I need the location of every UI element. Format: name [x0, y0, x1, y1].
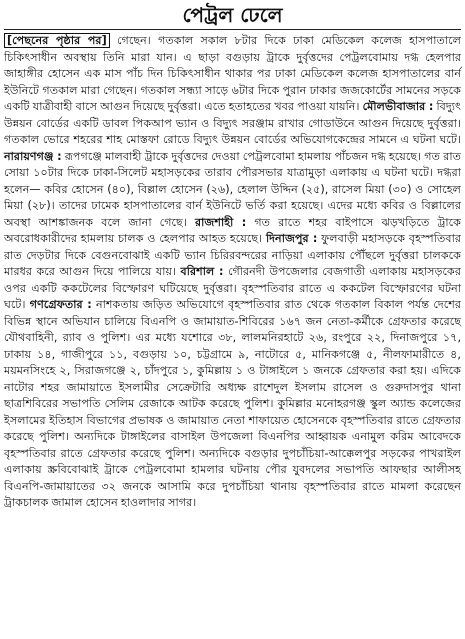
article-body: [4, 33, 461, 512]
location-tag-moulvibazar: মৌলভীবাজার :: [362, 100, 434, 113]
article-paragraph: [4, 33, 461, 512]
section-tag-mass-arrest: গণগ্রেফতার :: [29, 298, 92, 311]
continued-label: [পেছনের পৃষ্ঠার পর]: [4, 33, 110, 48]
text-segment: বিদ্যুৎ উন্নয়ন বোর্ডের একটি ডাবল পিকআপ ভ্যান ও বিদ্যুৎ সরঞ্জাম রাখার গোডাউনে আগুন দিয়েছে দুর্বৃত্তরা। গতকাল ভোরে শহরের শাহ মোস্তফা রোডে বিদ্যুৎ উন্নয়ন বোর্ডের অভিযোগকেন্দ্রের সামনে এ ঘটনা ঘটে।: [4, 100, 461, 146]
text-segment: ফুলবাড়ী মহাসড়কে বৃহস্পতিবার রাত দেড়টার দিকে বেগুনবোঝাই একটি ভ্যান চিরিরবন্দরের নাড়িয়া এলাকায় পৌঁছলে দুর্বৃত্তরা চালককে মারধর করে আগুন দিয়ে পালিয়ে যায়।: [4, 232, 461, 278]
text-segment: গৌরনদী উপজেলার বেজগাতী এলাকায় মহাসড়কের ওপর একটি ককটেলের বিস্ফোরণ ঘটিয়েছে দুর্বৃত্তরা। বৃহস্পতিবার রাতে এ ককটেল বিস্ফোরণের ঘটনা ঘটে।: [4, 265, 462, 311]
location-tag-narayanganj: নারায়ণগঞ্জ :: [4, 149, 62, 163]
text-segment: গত রাতে শহর বাইপাসে ঝড়খড়িতে ট্রাকে অবরোধকারীদের হামলায় চালক ও হেলপার আহত হয়েছে।: [4, 215, 461, 245]
text-segment: গেছেন। গতকাল সকাল ৮টার দিকে ঢাকা মেডিকেল কলেজ হাসপাতালে চিকিৎসাধীন অবস্থায় তিনি মারা যান। এ ছাড়া বগুড়ায় ট্রাকে দুর্বৃত্তদের পেট্রলবোমায় দগ্ধ হেলপার জাহাঙ্গীর হোসেন এক মাস পাঁচ দিন চিকিৎসাধীন থাকার পর ঢাকা মেডিকেল কলেজ হাসপাতালের বার্ন ইউনিটে গতকাল মারা গেছেন। গতকাল সন্ধ্যা সাড়ে ৬টার দিকে পুরান ঢাকার জজকোর্টের সামনের সড়কে একটি যাত্রীবাহী বাসে আগুন দিয়েছে দুর্বৃত্তরা। এতে হতাহতের খবর পাওয়া যায়নি।: [4, 34, 462, 113]
text-segment: রূপগঞ্জে মালবাহী ট্রাকে দুর্বৃত্তদের দেওয়া পেট্রলবোমা হামলায় পাঁচজন দগ্ধ হয়েছে। গত রাত সোয়া ১০টার দিকে ঢাকা-সিলেট মহাসড়কের তারাব পৌরসভার যাত্রামুড়া এলাকায় এ ঘটনা ঘটে। দগ্ধরা হলেন— কবির হোসেন (৪০), বিল্লাল হোসেন (২৬), হেলাল উদ্দিন (২৫), রাসেল মিয়া (৩০) ও সোহেল মিয়া (২৮)। তাদের ঢামেক হাসপাতালের বার্ন ইউনিটে ভর্তি করা হয়েছে। এদের মধ্যে কবির ও বিল্লালের অবস্থা আশঙ্কাজনক বলে জানা গেছে।: [4, 149, 461, 229]
text-segment: নাশকতায় জড়িত অভিযোগে বৃহস্পতিবার রাত থেকে গতকাল বিকাল পর্যন্ত দেশের বিভিন্ন স্থানে অভিযান চালিয়ে বিএনপি ও জামায়াত-শিবিরের ১৬৭ জন নেতা-কর্মীকে গ্রেফতার করেছে যৌথবাহিনী, র‌্যাব ও পুলিশ। এর মধ্যে যশোরে ৩৮, লালমনিরহাটে ২৬, রংপুরে ২২, দিনাজপুরে ১৭, ঢাকায় ১৪, গাজীপুরে ১১, বগুড়ায় ১০, চট্টগ্রামে ৯, নাটোরে ৫, মানিকগঞ্জে ৫, নীলফামারীতে ৪, ময়মনসিংহে ২, সিরাজগঞ্জে ২, চাঁদপুরে ১, কুমিল্লায় ১ ও টাঙ্গাইলে ১ জনকে গ্রেফতার করা হয়। এদিকে নাটোর শহর জামায়াতে ইসলামীর সেক্রেটারি অধ্যক্ষ রাশেদুল ইসলাম রাসেল ও গুরুদাসপুর থানা ছাত্রশিবিরের সভাপতি সেলিম রেজাকে আটক করেছে পুলিশ। কুমিল্লার মনোহরগঞ্জ স্কুল অ্যান্ড কলেজের ইসলামের ইতিহাস বিভাগের প্রভাষক ও জামায়াত নেতা শাফায়েত হোসেনকে বৃহস্পতিবার রাতে গ্রেফতার করেছে পুলিশ। অন্যদিকে টাঙ্গাইলের বাসাইল উপজেলা বিএনপির আহ্বায়ক এনামুল করিম আবেদকে বৃহস্পতিবার রাতে গ্রেফতার করেছে পুলিশ। অন্যদিকে বগুড়ার দুপচাঁচিয়া-আক্কেলপুর সড়কের পাখরাইল এলাকায় স্ক্রবিবোঝাই ট্রাকে পেট্রলবোমা হামলার ঘটনায় পৌর যুবদলের সভাপতি আফছার আলীসহ বিএনপি-জামায়াতের ৩২ জনকে আসামি করে দুপচাঁচিয়া থানায় বৃহস্পতিবার রাতে মামলা করেছেন ট্রাকচালক জামাল হোসেন হাওলাদার সাগর।: [4, 298, 462, 509]
location-tag-barishal: বরিশাল :: [180, 265, 224, 278]
location-tag-dinajpur: দিনাজপুর :: [265, 232, 318, 245]
location-tag-rajshahi: রাজশাহী :: [194, 215, 247, 229]
headline: পেট্রল ঢেলে: [4, 2, 461, 30]
